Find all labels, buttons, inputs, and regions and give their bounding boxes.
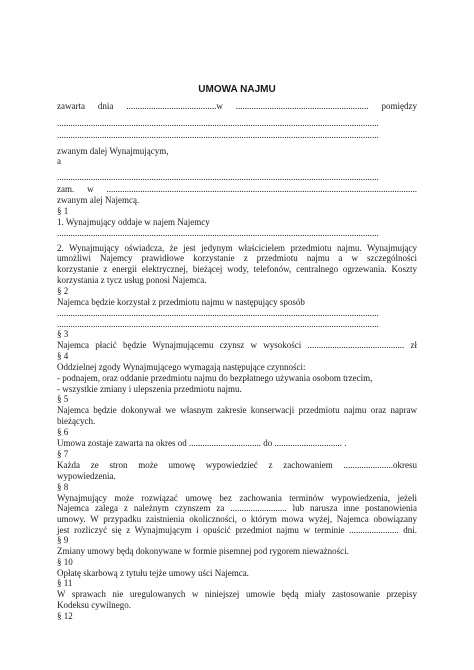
body-line: Najemca płacić będzie Wynajmującemu czynsz w wysokości ........................................... zł <box>57 340 417 350</box>
section-heading: § 7 <box>57 449 69 459</box>
section-heading: § 4 <box>57 351 69 361</box>
body-line: ............................................................................................................................................... <box>57 308 379 318</box>
body-line: ............................................................................................................................................... <box>57 172 379 182</box>
body-line: zawarta dnia ........................................w ........................................................... pomiędzy <box>57 101 417 111</box>
body-line: Umowa zostaje zawarta na okres od ................................ do .............................. . <box>57 438 347 448</box>
body-line: Najemca będzie dokonywał we własnym zakresie konserwacji przedmiotu najmu oraz napraw <box>57 405 417 415</box>
section-heading: § 5 <box>57 394 69 404</box>
section-heading: § 1 <box>57 206 69 216</box>
body-line: Oddzielnej zgody Wynajmującego wymagają następujące czynności: <box>57 362 306 372</box>
body-line: ............................................................................................................................................... <box>57 319 379 329</box>
body-line: zam. w .......................................................................................................................................... <box>57 184 417 194</box>
body-line: Najemca zalega z należnym czynszem za ......................... lub narusza inne postanowienia <box>57 503 417 513</box>
body-line: Każda ze stron może umowę wypowiedzieć z zachowaniem ......................okresu <box>57 460 417 470</box>
body-line: Najemca będzie korzystał z przedmiotu najmu w następujący sposób <box>57 297 305 307</box>
section-heading: § 10 <box>57 557 73 567</box>
body-line: korzystania z tycz usług ponosi Najemca. <box>57 275 207 285</box>
body-line: korzystanie z energii elektrycznej, bieżącej wody, telefonów, centralnego ogrzewania. Koszty <box>57 264 417 274</box>
body-line: bieżących. <box>57 416 96 426</box>
body-line: ............................................................................................................................................... <box>57 130 379 140</box>
section-heading: § 11 <box>57 578 73 588</box>
body-line: 2. Wynajmujący oświadcza, że jest jedynym właścicielem przedmiotu najmu. Wynajmujący <box>57 243 417 253</box>
body-line: Wynajmujący może rozwiązać umowę bez zachowania terminów wypowiedzenia, jeżeli <box>57 493 417 503</box>
body-line: wypowiedzenia. <box>57 471 116 481</box>
body-line: ............................................................................................................................................... <box>57 118 379 128</box>
section-heading: § 3 <box>57 329 69 339</box>
body-line: zwanym alej Najemcą. <box>57 195 140 205</box>
section-heading: § 2 <box>57 286 69 296</box>
body-line: - podnajem, oraz oddanie przedmiotu najmu do bezpłatnego używania osobom trzecim, <box>57 373 373 383</box>
body-line: umożliwi Najemcy prawidłowe korzystanie z przedmiotu najmu a w szczególności <box>57 253 417 263</box>
section-heading: § 8 <box>57 482 69 492</box>
body-line: Opłatę skarbową z tytułu tejże umowy uści Najemca. <box>57 568 249 578</box>
body-line: Zmiany umowy będą dokonywane w formie pisemnej pod rygorem nieważności. <box>57 546 349 556</box>
section-heading: § 6 <box>57 427 69 437</box>
section-heading: § 9 <box>57 535 69 545</box>
body-line: ............................................................................................................................................... <box>57 228 379 238</box>
body-line: W sprawach nie uregulowanych w niniejszej umowie będą miały zastosowanie przepisy <box>57 589 417 599</box>
body-line: zwanym dalej Wynajmującym, <box>57 146 169 156</box>
body-line: jest rozliczyć się z Wynajmującym i opuścić przedmiot najmu w terminie ...................... dni. <box>57 525 417 535</box>
body-line: - wszystkie zmiany i ulepszenia przedmiotu najmu. <box>57 384 242 394</box>
body-line: a <box>57 156 61 166</box>
document-title: UMOWA NAJMU <box>198 84 276 95</box>
body-line: Kodeksu cywilnego. <box>57 600 131 610</box>
section-heading: § 12 <box>57 611 73 621</box>
body-line: 1. Wynajmujący oddaje w najem Najemcy <box>57 217 210 227</box>
body-line: umowy. W przypadku zaistnienia okoliczności, o którym mowa wyżej, Najemca obowiązany <box>57 514 417 524</box>
